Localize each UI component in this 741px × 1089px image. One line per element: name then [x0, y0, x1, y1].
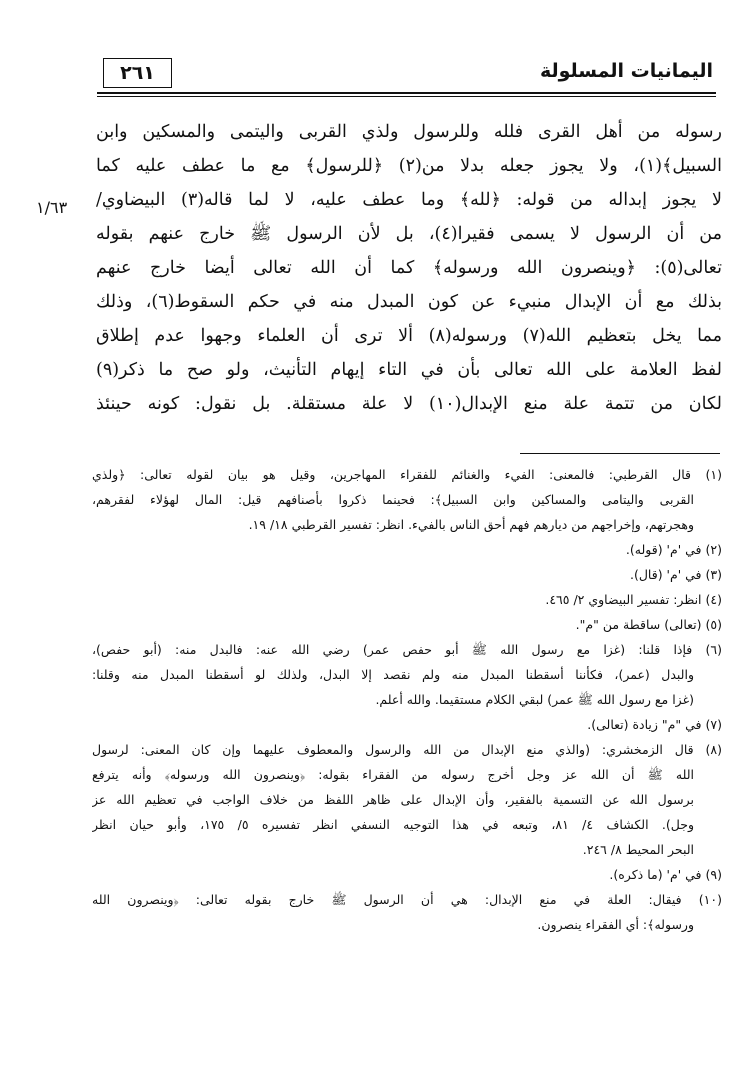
footnote-line: وهجرتهم، وإخراجهم من ديارهم فهم أحق الناس بالفيء. انظر: تفسير القرطبي ١٨/ ١٩. — [248, 517, 694, 532]
text-line: من أن الرسول لا يسمى فقيرا(٤)، بل لأن الرسول ﷺ خارج عنهم بقوله — [96, 224, 722, 244]
text-line: لفظ العلامة على الله تعالى بأن في التاء إيهام التأنيث، ولو صح ما ذكر(٩) — [96, 360, 722, 380]
text-line: مما يخل بتعظيم الله(٧) ورسوله(٨) ألا ترى أن العلماء وجهوا عدم إطلاق — [96, 326, 722, 346]
footnote-line: (٨) قال الزمخشري: (والذي منع الإبدال من الله والرسول والمعطوف عليهما وإن كان المعنى: لرسول — [92, 742, 722, 757]
footnote-line: الله ﷺ أن الله عز وجل أخرج رسوله من الفقراء بقوله: ﴿وينصرون الله ورسوله﴾ وأنه يترفع — [92, 767, 694, 782]
footnote-separator — [520, 453, 720, 454]
footnote-line: (٧) في "م" زيادة (تعالى). — [587, 717, 722, 732]
text-line: رسوله من أهل القرى فلله وللرسول ولذي القربى واليتمى والمسكين وابن — [96, 122, 722, 142]
running-title: اليمانيات المسلولة — [539, 60, 713, 82]
footnotes-block — [92, 462, 722, 937]
footnote-line: البحر المحيط ٨/ ٢٤٦. — [582, 842, 694, 857]
page-number: ٢٦١ — [103, 58, 172, 88]
footnote-line: (٦) فإذا قلنا: (غزا مع رسول الله ﷺ أبو حفص عمر) رضي الله عنه: فالبدل منه: (أبو حفص)، — [92, 642, 722, 657]
footnote-line: (٤) انظر: تفسير البيضاوي ٢/ ٤٦٥. — [545, 592, 722, 607]
footnote-line: والبدل (عمر)، فكأننا أسقطنا المبدل منه ولم نقصد إلا البدل، ولذلك لو أسقطنا المبدل منه وقلنا: — [92, 667, 694, 682]
text-line: لكان من تتمة علة منع الإبدال(١٠) لا علة مستقلة. بل نقول: كونه حينئذ — [96, 394, 722, 414]
footnote-line: القربى واليتامى والمساكين وابن السبيل﴾: فحينما ذكروا بأصنافهم قيل: المال لهؤلاء لفقرهم، — [92, 492, 694, 507]
text-line: السبيل﴾(١)، ولا يجوز جعله بدلا من(٢) ﴿للرسول﴾ مع ما عطف عليه كما — [96, 156, 722, 176]
footnote-line: برسول الله عن التسمية بالفقير، وأن الإبدال على ظاهر اللفظ من خلاف الواجب في تعظيم الله عز — [92, 792, 694, 807]
footnote-line: (١٠) فيقال: العلة في منع الإبدال: هي أن الرسول ﷺ خارج بقوله تعالى: ﴿وينصرون الله — [92, 892, 722, 907]
footnote-line: (٥) (تعالى) ساقطة من "م". — [575, 617, 722, 632]
footnote-line: (٩) في 'م' (ما ذكره). — [609, 867, 722, 882]
main-text-block — [96, 115, 722, 421]
header-rule — [97, 92, 716, 94]
text-line: لا يجوز إبداله من قوله: ﴿لله﴾ وما عطف عليه، لا لما قاله(٣) البيضاوي/ — [96, 190, 722, 210]
manuscript-folio-ref: ١/٦٣ — [36, 198, 68, 217]
footnote-line: (٢) في 'م' (قوله). — [625, 542, 722, 557]
footnote-line: (٣) في 'م' (قال). — [629, 567, 722, 582]
text-line: تعالى(٥): ﴿وينصرون الله ورسوله﴾ كما أن الله تعالى أيضا خارج عنهم — [96, 258, 722, 278]
footnote-line: (غزا مع رسول الله ﷺ عمر) لبقي الكلام مستقيما. والله أعلم. — [375, 692, 694, 707]
header-rule-thin — [97, 96, 716, 97]
footnote-line: (١) قال القرطبي: فالمعنى: الفيء والغنائم للفقراء المهاجرين، وقيل هو بيان لقوله تعالى: ﴿ولذي — [92, 467, 722, 482]
footnote-line: ورسوله﴾: أي الفقراء ينصرون. — [537, 917, 694, 932]
footnote-line: وجل). الكشاف ٤/ ٨١، وتبعه في هذا التوجيه النسفي انظر تفسيره ٥/ ١٧٥، وأبو حيان انظر — [92, 817, 694, 832]
text-line: بذلك مع أن الإبدال منبيء عن كون المبدل منه في حكم السقوط(٦)، وذلك — [96, 292, 722, 312]
